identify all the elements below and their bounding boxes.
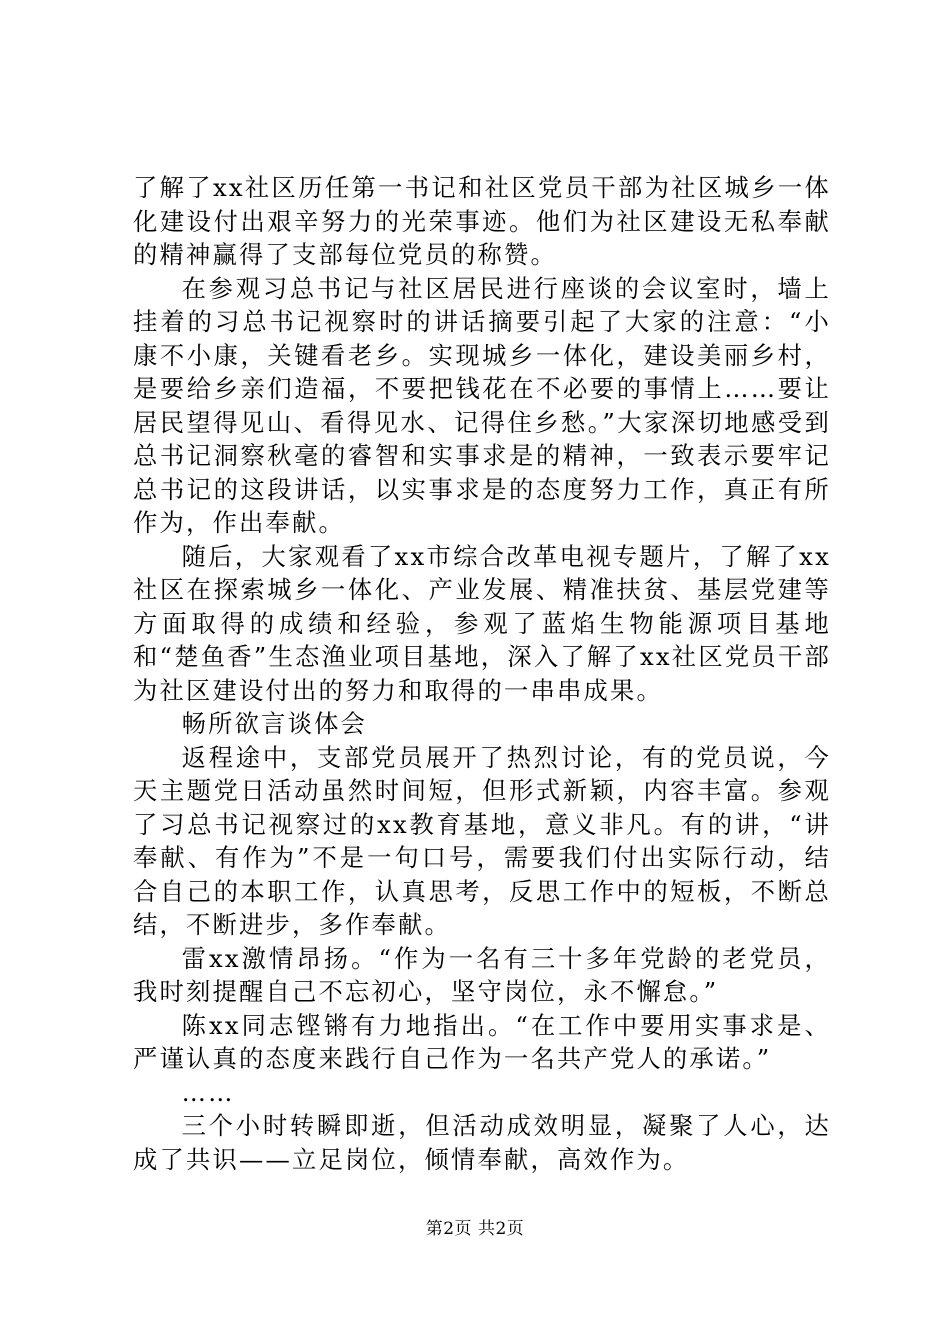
document-body [133,171,831,1176]
paragraph-2: 在参观习总书记与社区居民进行座谈的会议室时，墙上挂着的习总书记视察时的讲话摘要引起了大家的注意：“小康不小康，关键看老乡。实现城乡一体化，建设美丽乡村，是要给乡亲们造福，不要把钱花在不必要的事情上……要让居民望得见山、看得见水、记得住乡愁。”大家深切地感受到总书记洞察秋毫的睿智和实事求是的精神，一致表示要牢记总书记的这段讲话，以实事求是的态度努力工作，真正有所作为，作出奉献。 [133,273,831,537]
paragraph-5: 雷xx激情昂扬。“作为一名有三十多年党龄的老党员，我时刻提醒自己不忘初心，坚守岗位，永不懈怠。” [133,943,831,1006]
paragraph-3: 随后，大家观看了xx市综合改革电视专题片，了解了xx社区在探索城乡一体化、产业发展、精准扶贫、基层党建等方面取得的成绩和经验，参观了蓝焰生物能源项目基地和“楚鱼香”生态渔业项目基地，深入了解了xx社区党员干部为社区建设付出的努力和取得的一串串成果。 [133,541,831,705]
section-heading: 畅所欲言谈体会 [181,709,368,738]
page-footer: 第2页 共2页 [425,1219,525,1239]
paragraph-7: 三个小时转瞬即逝，但活动成效明显，凝聚了人心，达成了共识——立足岗位，倾情奉献，高效作为。 [133,1111,831,1174]
paragraph-6: 陈xx同志铿锵有力地指出。“在工作中要用实事求是、严谨认真的态度来践行自己作为一名共产党人的承诺。” [133,1010,831,1073]
ellipsis-line: …… [181,1077,235,1107]
paragraph-1: 了解了xx社区历任第一书记和社区党员干部为社区城乡一体化建设付出艰辛努力的光荣事迹。他们为社区建设无私奉献的精神赢得了支部每位党员的称赞。 [133,173,831,269]
paragraph-4: 返程途中，支部党员展开了热烈讨论，有的党员说，今天主题党日活动虽然时间短，但形式新颖，内容丰富。参观了习总书记视察过的xx教育基地，意义非凡。有的讲，“讲奉献、有作为”不是一句口号，需要我们付出实际行动，结合自己的本职工作，认真思考，反思工作中的短板，不断总结，不断进步，多作奉献。 [133,742,831,939]
